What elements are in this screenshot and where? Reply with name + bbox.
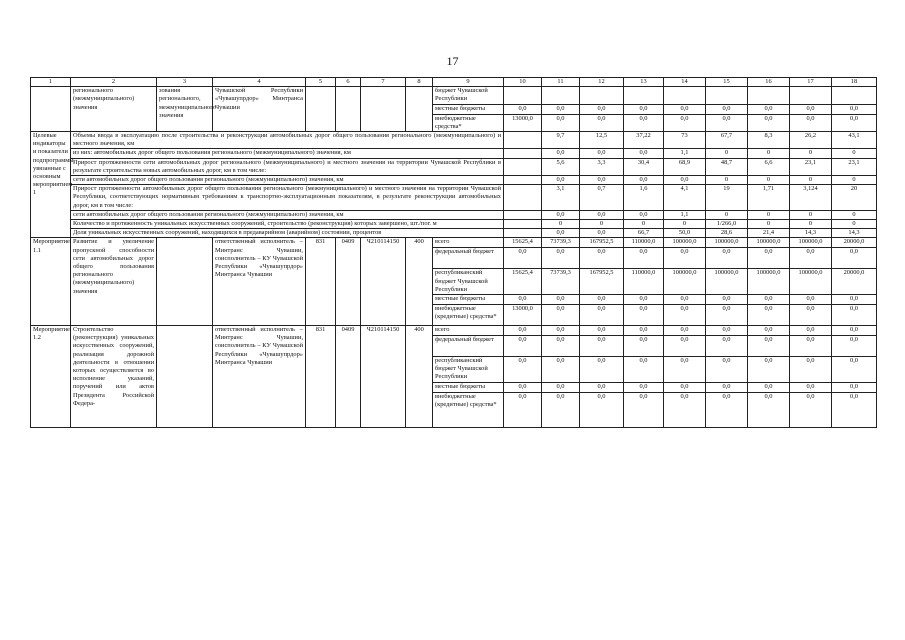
table-cell: 0,0 xyxy=(832,392,877,427)
table-cell: 0,0 xyxy=(580,229,624,238)
table-cell: 1,71 xyxy=(748,185,790,211)
table-cell: 23,1 xyxy=(832,158,877,175)
table-cell xyxy=(504,158,542,175)
table-cell xyxy=(706,87,748,104)
table-cell: 0,0 xyxy=(580,149,624,158)
table-cell xyxy=(748,87,790,104)
table-cell: зования регионального, межмуниципального значения xyxy=(157,87,213,132)
indicator-text: из них: автомобильных дорог общего пользования регионального (межмуниципального) значения, км xyxy=(71,149,504,158)
table-row xyxy=(31,326,877,336)
table-cell xyxy=(31,87,71,132)
table-cell: 0,0 xyxy=(790,305,832,326)
table-cell: 0,0 xyxy=(624,326,664,336)
table-cell: 0,0 xyxy=(580,295,624,305)
table-cell: 43,1 xyxy=(832,132,877,149)
table-cell: 20000,0 xyxy=(832,238,877,248)
table-cell: 0 xyxy=(748,220,790,229)
table-cell: 26,2 xyxy=(790,132,832,149)
indicator-text: Объемы ввода в эксплуатацию после строительства и реконструкции автомобильных дорог общего пользования регионального (межмуниципального) и местного значения, км xyxy=(71,132,504,149)
table-cell: 1,1 xyxy=(664,149,706,158)
table-cell: 0,0 xyxy=(624,176,664,185)
indicator-text: Количество и протяженность уникальных искусственных сооружений, строительство (реконструкция) которых завершено, шт./пог. м xyxy=(71,220,504,229)
table-cell: 0,0 xyxy=(664,326,706,336)
measure-label: Мероприятие 1.1 xyxy=(31,238,71,326)
table-cell: 0,0 xyxy=(624,104,664,114)
table-cell: 73739,3 xyxy=(542,269,580,295)
table-cell: 100000,0 xyxy=(748,238,790,248)
funding-source: федеральный бюджет xyxy=(433,336,504,357)
table-cell: 4,1 xyxy=(664,185,706,211)
column-header: 1 xyxy=(31,78,71,87)
table-cell: 9,7 xyxy=(542,132,580,149)
table-cell: Ч210114150 xyxy=(361,238,406,326)
table-cell: 100000,0 xyxy=(664,269,706,295)
table-cell: 30,4 xyxy=(624,158,664,175)
funding-source: местные бюджеты xyxy=(433,104,504,114)
table-cell: 5,6 xyxy=(542,158,580,175)
funding-source: внебюджетные (кредитные) средства* xyxy=(433,305,504,326)
table-cell: 0,0 xyxy=(832,336,877,357)
table-cell: 0,0 xyxy=(542,104,580,114)
column-header: 6 xyxy=(336,78,361,87)
table-cell xyxy=(624,87,664,104)
column-header: 4 xyxy=(213,78,306,87)
table-cell: 0,0 xyxy=(664,336,706,357)
table-cell: 0,0 xyxy=(790,248,832,269)
table-cell: 0 xyxy=(580,220,624,229)
funding-source: республиканский бюджет Чувашской Республики xyxy=(433,269,504,295)
table-cell: 0,0 xyxy=(832,295,877,305)
table-cell: 0,0 xyxy=(706,305,748,326)
table-cell: 0,0 xyxy=(748,305,790,326)
table-cell: 0,0 xyxy=(542,382,580,392)
table-cell: 0,0 xyxy=(580,104,624,114)
table-cell xyxy=(790,87,832,104)
table-cell: 1,1 xyxy=(664,210,706,219)
table-cell: 0 xyxy=(748,210,790,219)
table-row xyxy=(31,229,877,238)
table-cell: 0,0 xyxy=(664,382,706,392)
table-cell: 0,0 xyxy=(664,114,706,131)
table-cell: 0,0 xyxy=(504,357,542,383)
column-header: 5 xyxy=(306,78,336,87)
table-cell: 0,0 xyxy=(664,176,706,185)
funding-source: бюджет Чувашской Республики xyxy=(433,87,504,104)
column-header: 11 xyxy=(542,78,580,87)
measure-executor: ответственный исполнитель – Минтранс Чувашии, соисполнитель – КУ Чувашской Республики «Чувашупрдор» Минтранса Чувашии xyxy=(213,326,306,428)
table-cell: 3,1 xyxy=(542,185,580,211)
table-cell: 0,0 xyxy=(706,114,748,131)
column-header: 3 xyxy=(157,78,213,87)
table-cell xyxy=(504,176,542,185)
table-cell: 0,0 xyxy=(790,104,832,114)
table-cell xyxy=(336,87,361,132)
table-cell: 0,0 xyxy=(706,336,748,357)
table-cell: 8,3 xyxy=(748,132,790,149)
table-cell: 0 xyxy=(706,210,748,219)
table-cell: регионального (межмуниципального) значения xyxy=(71,87,157,132)
funding-source: внебюджетные средства* xyxy=(433,114,504,131)
column-header: 18 xyxy=(832,78,877,87)
table-cell: 73739,3 xyxy=(542,238,580,248)
table-cell xyxy=(504,132,542,149)
funding-source: местные бюджеты xyxy=(433,382,504,392)
table-cell xyxy=(542,87,580,104)
table-cell: 3,124 xyxy=(790,185,832,211)
table-cell: 73 xyxy=(664,132,706,149)
table-cell: 0,0 xyxy=(504,336,542,357)
table-cell: 0,0 xyxy=(832,248,877,269)
table-row xyxy=(31,158,877,175)
table-cell: 0,0 xyxy=(504,392,542,427)
table-cell: 0,0 xyxy=(542,336,580,357)
column-header: 9 xyxy=(433,78,504,87)
table-cell: 0 xyxy=(706,149,748,158)
table-cell: 0 xyxy=(624,220,664,229)
indicator-text: сети автомобильных дорог общего пользования регионального (межмуниципального) значения, км xyxy=(71,210,504,219)
table-cell: 14,3 xyxy=(832,229,877,238)
table-cell: 0,0 xyxy=(706,104,748,114)
table-cell: 13000,0 xyxy=(504,305,542,326)
table-cell xyxy=(504,149,542,158)
table-cell: 0,0 xyxy=(542,326,580,336)
table-row xyxy=(31,132,877,149)
table-cell: 0,0 xyxy=(542,149,580,158)
table-cell: 0,0 xyxy=(748,392,790,427)
table-cell: 6,6 xyxy=(748,158,790,175)
table-cell: 0,0 xyxy=(580,392,624,427)
table-cell: 0,0 xyxy=(580,210,624,219)
table-cell: 0 xyxy=(542,220,580,229)
table-cell: 0,0 xyxy=(748,114,790,131)
indicator-text: сети автомобильных дорог общего пользования регионального (межмуниципального) значения, км xyxy=(71,176,504,185)
table-cell: 0409 xyxy=(336,326,361,428)
table-cell: 0 xyxy=(790,176,832,185)
table-cell: 0,0 xyxy=(664,248,706,269)
table-cell: 0,0 xyxy=(542,210,580,219)
column-header: 16 xyxy=(748,78,790,87)
table-cell: 0 xyxy=(748,149,790,158)
table-cell: 0,0 xyxy=(542,295,580,305)
table-cell: 0,0 xyxy=(624,357,664,383)
table-cell: 0,0 xyxy=(542,229,580,238)
table-cell: 0,0 xyxy=(706,295,748,305)
table-cell xyxy=(580,87,624,104)
table-cell xyxy=(504,87,542,104)
table-cell: 0 xyxy=(790,149,832,158)
table-cell: 0,0 xyxy=(624,392,664,427)
indicator-text: Прирост протяженности сети автомобильных дорог регионального (межмуниципального) и местного значения на территории Чувашской Республики в результате строительства новых автомобильных дорог, км в том числе: xyxy=(71,158,504,175)
table-cell: Ч210114150 xyxy=(361,326,406,428)
table-cell: 20000,0 xyxy=(832,269,877,295)
table-cell: 400 xyxy=(406,238,433,326)
table-cell: 167952,5 xyxy=(580,238,624,248)
table-row xyxy=(31,238,877,248)
table-cell: 0 xyxy=(706,176,748,185)
table-cell: 0,0 xyxy=(624,305,664,326)
table-row xyxy=(31,149,877,158)
table-cell: 100000,0 xyxy=(706,269,748,295)
table-cell: 13000,0 xyxy=(504,114,542,131)
table-cell: 0,0 xyxy=(580,114,624,131)
funding-source: внебюджетные (кредитные) средства* xyxy=(433,392,504,427)
table-cell: 15625,4 xyxy=(504,269,542,295)
table-cell xyxy=(664,87,706,104)
indicators-label: Целевые индикаторы и показатели подпрограммы, увязанные с основным мероприятием 1 xyxy=(31,132,71,238)
table-cell: 0,0 xyxy=(790,382,832,392)
table-cell: 0,0 xyxy=(706,326,748,336)
table-cell: 0,0 xyxy=(542,114,580,131)
indicator-text: Доля уникальных искусственных сооружений, находящихся в предаварийном (аварийном) состоянии, процентов xyxy=(71,229,504,238)
table-cell: 0,0 xyxy=(664,305,706,326)
table-cell: Чувашской Республики «Чувашупрдор» Минтранса Чувашии xyxy=(213,87,306,132)
column-header: 12 xyxy=(580,78,624,87)
indicator-text: Прирост протяженности автомобильных дорог общего пользования регионального (межмуниципального) и местного значения на территории Чувашской Республики, соответствующих нормативным требованиям к транспортно-эксплуатационным показателям, в результате реконструкции автомобильных дорог, км в том числе: xyxy=(71,185,504,211)
table-cell: 0,0 xyxy=(504,248,542,269)
table-cell: 0,0 xyxy=(624,248,664,269)
table-cell: 0,0 xyxy=(790,357,832,383)
table-cell: 831 xyxy=(306,326,336,428)
measure-name: Строительство (реконструкция) уникальных искусственных сооружений, реализация дорожной деятельности в отношении которых осуществляется во исполнение указаний, поручений или актов Президента Российской Федера- xyxy=(71,326,157,428)
table-cell: 0,0 xyxy=(624,382,664,392)
table-cell: 0,0 xyxy=(832,305,877,326)
table-row xyxy=(31,185,877,211)
program-table xyxy=(30,77,877,428)
table-cell: 0,0 xyxy=(624,149,664,158)
table-cell: 0,0 xyxy=(504,104,542,114)
table-cell: 0,0 xyxy=(706,357,748,383)
table-cell: 48,7 xyxy=(706,158,748,175)
table-cell: 0 xyxy=(832,176,877,185)
table-cell: 0,0 xyxy=(664,104,706,114)
table-cell: 0,0 xyxy=(706,392,748,427)
table-cell: 0,0 xyxy=(664,357,706,383)
table-cell: 0,0 xyxy=(504,382,542,392)
column-header: 2 xyxy=(71,78,157,87)
table-cell: 100000,0 xyxy=(790,238,832,248)
table-cell: 831 xyxy=(306,238,336,326)
table-cell: 1/266,0 xyxy=(706,220,748,229)
table-cell: 0,0 xyxy=(832,382,877,392)
funding-source: республиканский бюджет Чувашской Республики xyxy=(433,357,504,383)
table-cell: 0,0 xyxy=(542,392,580,427)
table-cell: 68,9 xyxy=(664,158,706,175)
table-cell: 0,0 xyxy=(832,114,877,131)
table-cell: 0 xyxy=(664,220,706,229)
measure-executor: ответственный исполнитель – Минтранс Чувашии, соисполнитель – КУ Чувашской Республики «Чувашупрдор» Минтранса Чувашии xyxy=(213,238,306,326)
table-cell: 0,0 xyxy=(790,392,832,427)
table-cell: 15625,4 xyxy=(504,238,542,248)
table-cell: 110000,0 xyxy=(624,238,664,248)
measure-name: Развитие и увеличение пропускной способности сети автомобильных дорог общего пользования регионального (межмуниципального) значения xyxy=(71,238,157,326)
table-cell: 0,0 xyxy=(748,382,790,392)
table-cell: 0,0 xyxy=(832,357,877,383)
table-cell: 100000,0 xyxy=(748,269,790,295)
column-header: 17 xyxy=(790,78,832,87)
table-cell xyxy=(157,238,213,326)
header-row xyxy=(31,78,877,87)
table-cell: 0,0 xyxy=(790,114,832,131)
table-cell: 0,0 xyxy=(580,248,624,269)
funding-source: федеральный бюджет xyxy=(433,248,504,269)
table-row xyxy=(31,87,877,104)
table-cell: 0,0 xyxy=(624,114,664,131)
table-cell: 100000,0 xyxy=(664,238,706,248)
table-cell: 0 xyxy=(832,149,877,158)
page-number: 17 xyxy=(446,54,459,68)
table-cell: 0,0 xyxy=(542,305,580,326)
table-cell: 37,22 xyxy=(624,132,664,149)
table-cell: 0,0 xyxy=(580,326,624,336)
column-header: 15 xyxy=(706,78,748,87)
column-header: 10 xyxy=(504,78,542,87)
table-cell: 110000,0 xyxy=(624,269,664,295)
table-cell: 0,0 xyxy=(580,336,624,357)
table-cell: 1,6 xyxy=(624,185,664,211)
table-cell xyxy=(504,220,542,229)
table-cell: 0 xyxy=(790,220,832,229)
table-cell: 0,0 xyxy=(748,104,790,114)
funding-source: местные бюджеты xyxy=(433,295,504,305)
table-cell: 0,0 xyxy=(748,326,790,336)
table-cell: 0,0 xyxy=(624,210,664,219)
table-cell: 0 xyxy=(748,176,790,185)
funding-source: всего xyxy=(433,326,504,336)
table-cell: 0,0 xyxy=(542,176,580,185)
column-header: 8 xyxy=(406,78,433,87)
measure-label: Мероприятие 1.2 xyxy=(31,326,71,428)
table-row xyxy=(31,176,877,185)
table-cell: 0,0 xyxy=(664,392,706,427)
table-cell: 21,4 xyxy=(748,229,790,238)
table-cell: 0,0 xyxy=(504,295,542,305)
table-cell: 167952,5 xyxy=(580,269,624,295)
table-cell: 0,0 xyxy=(624,336,664,357)
column-header: 14 xyxy=(664,78,706,87)
column-header: 13 xyxy=(624,78,664,87)
table-cell: 0,0 xyxy=(580,305,624,326)
table-cell: 12,5 xyxy=(580,132,624,149)
table-cell xyxy=(306,87,336,132)
table-cell: 0,0 xyxy=(542,357,580,383)
table-cell: 14,3 xyxy=(790,229,832,238)
table-cell: 20 xyxy=(832,185,877,211)
table-cell: 0,0 xyxy=(748,336,790,357)
table-cell: 0,0 xyxy=(542,248,580,269)
table-row xyxy=(31,210,877,219)
table-cell xyxy=(504,229,542,238)
table-cell: 100000,0 xyxy=(706,238,748,248)
table-cell: 19 xyxy=(706,185,748,211)
table-cell: 66,7 xyxy=(624,229,664,238)
table-cell xyxy=(504,210,542,219)
table-cell: 23,1 xyxy=(790,158,832,175)
table-cell xyxy=(832,87,877,104)
table-cell: 100000,0 xyxy=(790,269,832,295)
table-cell: 0 xyxy=(790,210,832,219)
table-cell: 0,0 xyxy=(748,357,790,383)
table-cell: 0,0 xyxy=(624,295,664,305)
table-cell: 0 xyxy=(832,210,877,219)
table-cell: 67,7 xyxy=(706,132,748,149)
table-cell: 50,0 xyxy=(664,229,706,238)
table-cell: 0,0 xyxy=(790,295,832,305)
table-cell: 0,0 xyxy=(790,326,832,336)
column-header: 7 xyxy=(361,78,406,87)
table-cell: 0,0 xyxy=(832,326,877,336)
table-cell: 0,0 xyxy=(664,295,706,305)
table-cell: 0,0 xyxy=(748,295,790,305)
table-cell: 0,0 xyxy=(504,326,542,336)
table-cell: 0,0 xyxy=(706,248,748,269)
funding-source: всего xyxy=(433,238,504,248)
table-cell xyxy=(157,326,213,428)
table-cell: 0,0 xyxy=(580,357,624,383)
table-row xyxy=(31,220,877,229)
table-cell: 0,0 xyxy=(832,104,877,114)
table-cell: 0,7 xyxy=(580,185,624,211)
table-cell: 0,0 xyxy=(580,176,624,185)
table-cell: 0 xyxy=(832,220,877,229)
table-cell: 0,0 xyxy=(706,382,748,392)
table-cell xyxy=(504,185,542,211)
table-cell: 0,0 xyxy=(748,248,790,269)
table-cell: 28,6 xyxy=(706,229,748,238)
table-cell xyxy=(361,87,406,132)
table-cell xyxy=(406,87,433,132)
table-cell: 0,0 xyxy=(580,382,624,392)
table-cell: 3,3 xyxy=(580,158,624,175)
table-cell: 0409 xyxy=(336,238,361,326)
table-cell: 400 xyxy=(406,326,433,428)
table-cell: 0,0 xyxy=(790,336,832,357)
